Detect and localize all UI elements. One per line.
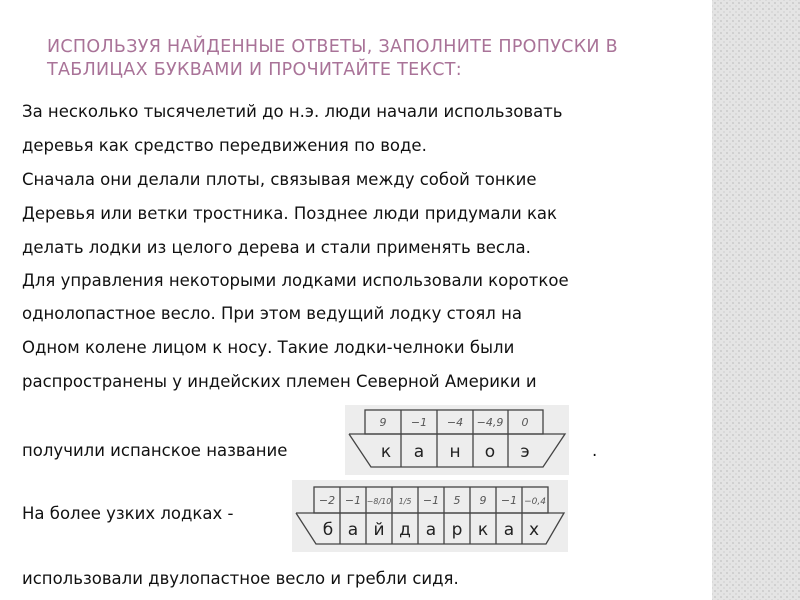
puzzle2-letter-6: р bbox=[451, 520, 463, 540]
puzzle2-letter-1: б bbox=[322, 520, 334, 540]
text-line-6: Для управления некоторыми лодками использовали короткое bbox=[22, 271, 569, 290]
puzzle1-number-4: −4,9 bbox=[476, 416, 504, 429]
puzzle2-letter-3: й bbox=[373, 520, 385, 540]
puzzle2-number-8: −1 bbox=[500, 494, 518, 507]
text-line-1: За несколько тысячелетий до н.э. люди начали использовать bbox=[22, 102, 563, 121]
text-line-7: однолопастное весло. При этом ведущий лодку стоял на bbox=[22, 304, 522, 323]
puzzle2-letter-4: д bbox=[399, 520, 411, 540]
puzzle2-number-3: −8/10 bbox=[366, 497, 392, 506]
puzzle1-letter-2: а bbox=[413, 442, 425, 462]
puzzle2-number-9: −0,4 bbox=[524, 497, 546, 507]
text-line-10-period: . bbox=[592, 441, 598, 460]
puzzle-table-baidarka bbox=[292, 480, 568, 552]
text-line-9: распространены у индейских племен Северной Америки и bbox=[22, 372, 537, 391]
puzzle2-letter-7: к bbox=[477, 520, 489, 540]
puzzle1-number-3: −4 bbox=[446, 416, 464, 429]
text-line-12: использовали двулопастное весло и гребли сидя. bbox=[22, 569, 459, 588]
puzzle-table-canoe bbox=[345, 405, 569, 475]
puzzle2-letter-2: а bbox=[347, 520, 359, 540]
puzzle1-number-1: 9 bbox=[379, 416, 387, 429]
puzzle2-letter-8: а bbox=[503, 520, 515, 540]
text-line-11: На более узких лодках - bbox=[22, 504, 234, 523]
puzzle2-number-2: −1 bbox=[344, 494, 362, 507]
puzzle2-number-7: 9 bbox=[479, 494, 487, 507]
puzzle2-number-5: −1 bbox=[422, 494, 440, 507]
text-line-3: Сначала они делали плоты, связывая между собой тонкие bbox=[22, 170, 537, 189]
puzzle2-number-6: 5 bbox=[453, 494, 461, 507]
puzzle1-letter-1: к bbox=[380, 442, 392, 462]
text-line-10: получили испанское название bbox=[22, 441, 288, 460]
puzzle2-letter-5: а bbox=[425, 520, 437, 540]
puzzle1-number-5: 0 bbox=[521, 416, 529, 429]
puzzle1-letter-4: о bbox=[484, 442, 496, 462]
puzzle2-number-4: 1/5 bbox=[398, 497, 412, 506]
text-line-5: делать лодки из целого дерева и стали применять весла. bbox=[22, 238, 531, 257]
text-line-2: деревья как средство передвижения по воде. bbox=[22, 136, 427, 155]
puzzle1-letter-5: э bbox=[520, 442, 530, 462]
slide-title: ИСПОЛЬЗУЯ НАЙДЕННЫЕ ОТВЕТЫ, ЗАПОЛНИТЕ ПРОПУСКИ В ТАБЛИЦАХ БУКВАМИ И ПРОЧИТАЙТЕ ТЕКСТ: bbox=[47, 37, 618, 80]
text-line-4: Деревья или ветки тростника. Позднее люди придумали как bbox=[22, 204, 557, 223]
puzzle1-letter-3: н bbox=[449, 442, 461, 462]
text-line-8: Одном колене лицом к носу. Такие лодки-челноки были bbox=[22, 338, 515, 357]
puzzle2-letter-9: х bbox=[528, 520, 540, 540]
puzzle2-number-1: −2 bbox=[318, 494, 336, 507]
puzzle1-number-2: −1 bbox=[410, 416, 428, 429]
decorative-side-stripe bbox=[712, 0, 800, 600]
